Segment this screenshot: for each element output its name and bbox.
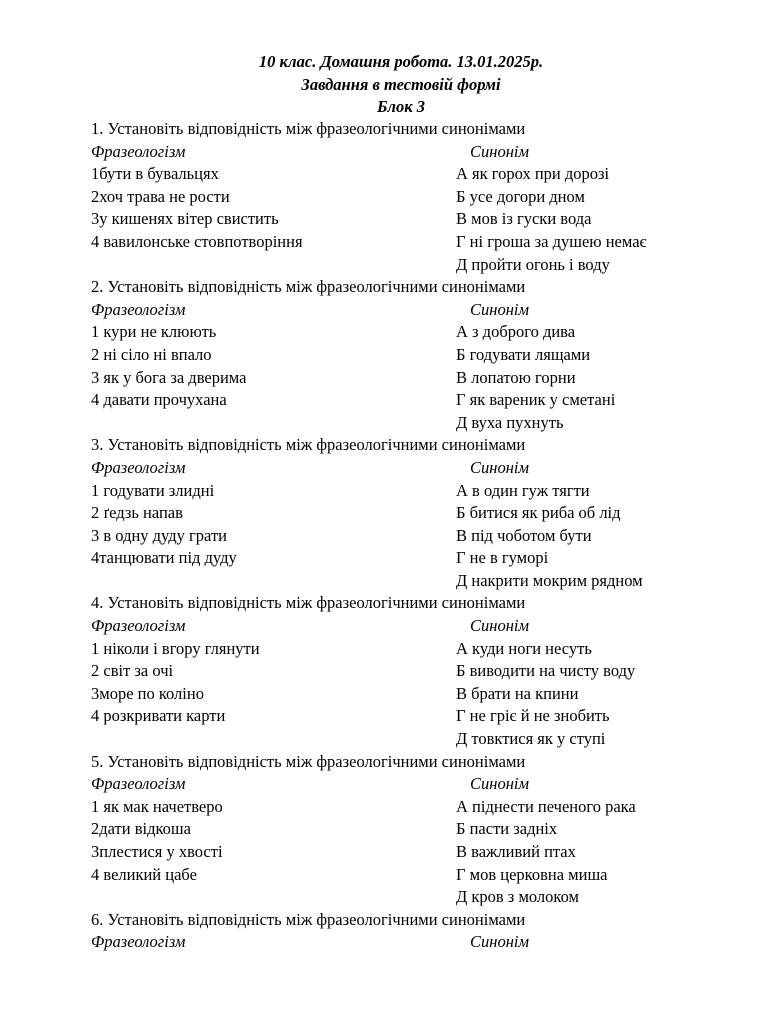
phraseologism-item: 1бути в бувальцях: [91, 164, 219, 184]
match-row: [91, 208, 741, 231]
phraseologism-item: 2хоч трава не рости: [91, 186, 230, 206]
synonym-item: Д вуха пухнуть: [456, 412, 564, 432]
match-row: [91, 389, 741, 412]
synonym-item: Г як вареник у сметані: [456, 390, 616, 410]
task-block: [91, 751, 741, 909]
match-row: [91, 502, 741, 525]
phraseologism-item: 2 ні сіло ні впало: [91, 344, 212, 364]
match-row: [91, 186, 741, 209]
phraseologism-item: 4 розкривати карти: [91, 706, 226, 726]
phraseologism-item: 3у кишенях вітер свистить: [91, 209, 279, 229]
column-headers: [91, 299, 741, 322]
header-title: 10 клас. Домашня робота. 13.01.2025р.: [258, 52, 544, 71]
synonym-item: Д накрити мокрим рядном: [456, 570, 643, 590]
synonym-item: В важливий птах: [456, 842, 576, 861]
task-block: [91, 909, 741, 954]
match-row: [91, 254, 741, 277]
phraseologism-item: 1 як мак начетверо: [91, 796, 223, 816]
synonym-item: Д пройти огонь і воду: [456, 254, 610, 274]
match-row: [91, 638, 741, 661]
phraseologism-item: 4 давати прочухана: [91, 390, 227, 410]
task-title: 1. Установіть відповідність між фразеологічними синонімами: [91, 119, 526, 138]
synonym-item: Б виводити на чисту воду: [456, 661, 636, 681]
match-row: [91, 660, 741, 683]
column-header-phraseologism: Фразеологізм: [91, 141, 186, 161]
match-row: [91, 864, 741, 887]
synonym-item: А куди ноги несуть: [456, 638, 592, 658]
synonym-item: В брати на кпини: [456, 683, 579, 703]
synonym-item: Г ні гроша за душею немає: [456, 231, 647, 251]
synonym-item: А в один гуж тягти: [456, 480, 590, 500]
column-header-phraseologism: Фразеологізм: [91, 299, 186, 319]
match-row: [91, 344, 741, 367]
column-headers: [91, 141, 741, 164]
column-header-synonym: Синонім: [470, 774, 529, 794]
phraseologism-item: 2 ґедзь напав: [91, 503, 183, 523]
header-block-label: Блок 3: [377, 97, 425, 117]
header-subtitle: Завдання в тестовій формі: [301, 74, 501, 94]
synonym-item: Г мов церковна миша: [456, 864, 608, 884]
match-row: [91, 547, 741, 570]
task-block: [91, 434, 741, 592]
synonym-item: Б пасти задніх: [456, 819, 558, 839]
column-header-synonym: Синонім: [470, 932, 529, 952]
synonym-item: А піднести печеного рака: [456, 796, 636, 816]
match-row: [91, 886, 741, 909]
task-block: [91, 118, 741, 276]
synonym-item: А як горох при дорозі: [456, 164, 610, 184]
task-title: 5. Установіть відповідність між фразеологічними синонімами: [91, 751, 526, 771]
match-row: [91, 683, 741, 706]
match-row: [91, 728, 741, 751]
column-header-phraseologism: Фразеологізм: [91, 932, 186, 952]
task-block: [91, 592, 741, 750]
synonym-item: Б усе догори дном: [456, 186, 585, 206]
match-row: [91, 412, 741, 435]
column-header-synonym: Синонім: [470, 616, 529, 636]
phraseologism-item: 3 в одну дуду грати: [91, 525, 227, 545]
phraseologism-item: 3 як у бога за дверима: [91, 367, 247, 387]
match-row: [91, 480, 741, 503]
phraseologism-item: 1 ніколи і вгору глянути: [91, 638, 260, 658]
phraseologism-item: 1 годувати злидні: [91, 480, 215, 500]
synonym-item: Г не в гуморі: [456, 548, 549, 568]
column-header-phraseologism: Фразеологізм: [91, 616, 186, 636]
match-row: [91, 321, 741, 344]
tasks-content: [91, 118, 741, 954]
phraseologism-item: 2дати відкоша: [91, 819, 191, 839]
match-row: [91, 818, 741, 841]
column-header-synonym: Синонім: [470, 457, 529, 477]
column-headers: [91, 615, 741, 638]
match-row: [91, 367, 741, 390]
column-headers: [91, 457, 741, 480]
column-header-synonym: Синонім: [470, 141, 529, 161]
phraseologism-item: 1 кури не клюють: [91, 322, 217, 342]
synonym-item: Д кров з молоком: [456, 887, 579, 907]
synonym-item: Б годувати лящами: [456, 344, 591, 364]
task-block: [91, 276, 741, 434]
column-headers: [91, 931, 741, 954]
match-row: [91, 163, 741, 186]
task-title: 6. Установіть відповідність між фразеологічними синонімами: [91, 909, 526, 929]
task-title: 2. Установіть відповідність між фразеологічними синонімами: [91, 277, 526, 297]
phraseologism-item: 4 великий цабе: [91, 864, 197, 884]
synonym-item: Д товктися як у ступі: [456, 729, 606, 749]
task-title: 3. Установіть відповідність між фразеологічними синонімами: [91, 435, 526, 455]
phraseologism-item: 2 світ за очі: [91, 661, 174, 681]
column-headers: [91, 773, 741, 796]
match-row: [91, 525, 741, 548]
column-header-phraseologism: Фразеологізм: [91, 774, 186, 794]
document-header: [0, 51, 768, 119]
synonym-item: Г не гріє й не знобить: [456, 706, 610, 726]
match-row: [91, 705, 741, 728]
column-header-phraseologism: Фразеологізм: [91, 457, 186, 477]
phraseologism-item: 3плестися у хвості: [91, 842, 223, 861]
phraseologism-item: 4танцювати під дуду: [91, 548, 237, 568]
synonym-item: В мов із гуски вода: [456, 209, 592, 229]
column-header-synonym: Синонім: [470, 299, 529, 319]
synonym-item: В лопатою горни: [456, 367, 576, 387]
task-title: 4. Установіть відповідність між фразеологічними синонімами: [91, 593, 526, 613]
synonym-item: Б битися як риба об лід: [456, 503, 621, 523]
synonym-item: В під чоботом бути: [456, 525, 592, 545]
synonym-item: А з доброго дива: [456, 322, 576, 342]
phraseologism-item: 3море по коліно: [91, 683, 204, 703]
match-row: [91, 231, 741, 254]
phraseologism-item: 4 вавилонське стовпотворіння: [91, 231, 303, 251]
match-row: [91, 796, 741, 819]
match-row: [91, 570, 741, 593]
match-row: [91, 841, 741, 864]
